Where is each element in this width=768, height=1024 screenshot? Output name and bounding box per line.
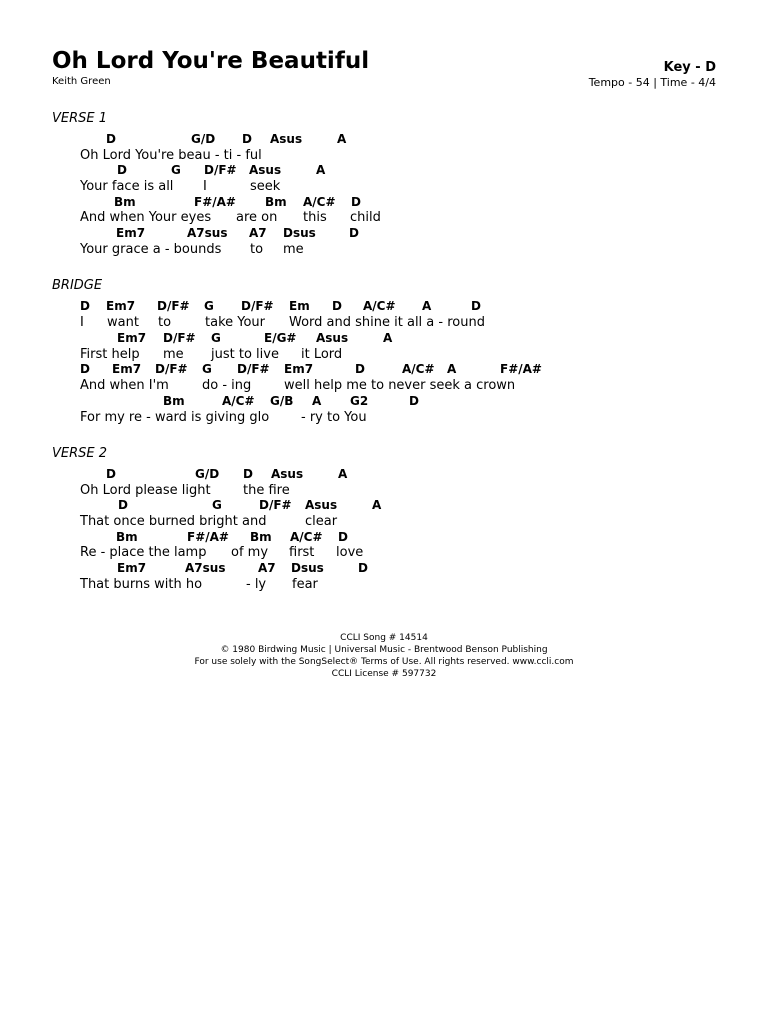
lyric-fragment: For my re - ward is giving glo — [80, 410, 270, 425]
chord: Em7 — [116, 226, 146, 240]
chord: Dsus — [291, 561, 324, 575]
chord: A — [422, 299, 432, 313]
lyric-line — [0, 483, 768, 499]
chord: A — [338, 467, 348, 481]
lyric-line — [0, 242, 768, 258]
lyric-fragment: the fire — [243, 483, 290, 498]
lyric-fragment: this — [303, 210, 327, 225]
chord: Em7 — [284, 362, 314, 376]
chord: D — [80, 299, 90, 313]
lyric-fragment: love — [336, 545, 364, 560]
chord: G2 — [350, 394, 369, 408]
lyric-fragment: That once burned bright and — [80, 514, 267, 529]
lyric-fragment: first — [289, 545, 315, 560]
lyric-fragment: well help me to never seek a crown — [284, 378, 516, 393]
lyric-fragment: child — [350, 210, 381, 225]
chord: D — [118, 498, 128, 512]
chord: A/C# — [402, 362, 435, 376]
chord-line — [0, 299, 768, 315]
chord-line — [0, 561, 768, 577]
footer-copyright: © 1980 Birdwing Music | Universal Music - Brentwood Benson Publishing — [220, 645, 548, 655]
tempo-time: Tempo - 54 | Time - 4/4 — [588, 76, 716, 89]
chord: D — [243, 467, 253, 481]
song-key: Key - D — [663, 60, 716, 75]
chord-line — [0, 195, 768, 211]
footer-license: CCLI License # 597732 — [331, 669, 437, 679]
chord: Asus — [305, 498, 338, 512]
lyric-fragment: take Your — [205, 315, 266, 330]
chord: Em7 — [106, 299, 136, 313]
chord: G/B — [270, 394, 294, 408]
lyric-line — [0, 378, 768, 394]
chord: A7sus — [187, 226, 228, 240]
chord: D/F# — [237, 362, 270, 376]
lyric-fragment: me — [283, 242, 304, 257]
chord: A/C# — [290, 530, 323, 544]
chord: Asus — [271, 467, 304, 481]
lyric-fragment: Word and shine it all a - round — [289, 315, 485, 330]
lyric-fragment: fear — [292, 577, 318, 592]
lyric-fragment: clear — [305, 514, 338, 529]
chord: G — [211, 331, 221, 345]
song-artist: Keith Green — [52, 76, 111, 87]
chord: Asus — [249, 163, 282, 177]
section-label-bridge: BRIDGE — [52, 278, 103, 293]
lyric-fragment: to — [158, 315, 172, 330]
lyric-fragment: just to live — [211, 347, 279, 362]
chord: D — [349, 226, 359, 240]
chord: Bm — [114, 195, 136, 209]
lyric-fragment: Oh Lord You're beau - ti - ful — [80, 148, 262, 163]
lyric-line — [0, 577, 768, 593]
lyric-fragment: Your grace a - bounds — [80, 242, 222, 257]
chord: Asus — [316, 331, 349, 345]
song-title: Oh Lord You're Beautiful — [52, 48, 370, 74]
chord: Bm — [116, 530, 138, 544]
chord: G — [202, 362, 212, 376]
lyric-line — [0, 179, 768, 195]
lyric-line — [0, 514, 768, 530]
chord: D/F# — [157, 299, 190, 313]
lyric-fragment: are on — [236, 210, 278, 225]
chord: A — [312, 394, 322, 408]
chord: Em7 — [117, 331, 147, 345]
chord: Dsus — [283, 226, 316, 240]
chord: D — [106, 467, 116, 481]
lyric-fragment: And when I'm — [80, 378, 169, 393]
chord: Asus — [270, 132, 303, 146]
chord: D — [355, 362, 365, 376]
chord: G — [212, 498, 222, 512]
chord: D — [358, 561, 368, 575]
lyric-fragment: Re - place the lamp — [80, 545, 207, 560]
chord: Em7 — [117, 561, 147, 575]
lyric-line — [0, 315, 768, 331]
chord-line — [0, 226, 768, 242]
lyric-fragment: me — [163, 347, 184, 362]
chord: A — [337, 132, 347, 146]
lyric-line — [0, 410, 768, 426]
chord: G/D — [195, 467, 220, 481]
lyric-line — [0, 148, 768, 164]
chord: D — [117, 163, 127, 177]
chord: Em7 — [112, 362, 142, 376]
section-label-verse-2: VERSE 2 — [52, 446, 108, 461]
chord: G/D — [191, 132, 216, 146]
lyric-line — [0, 545, 768, 561]
lyric-fragment: - ly — [246, 577, 267, 592]
chord: D — [80, 362, 90, 376]
chord: D — [332, 299, 342, 313]
chord: D — [338, 530, 348, 544]
lyric-fragment: it Lord — [301, 347, 343, 362]
chord: D — [106, 132, 116, 146]
chord: D/F# — [155, 362, 188, 376]
chord-line — [0, 467, 768, 483]
lyric-fragment: And when Your eyes — [80, 210, 212, 225]
lyric-fragment: seek — [250, 179, 281, 194]
chord: A/C# — [303, 195, 336, 209]
chord: Bm — [265, 195, 287, 209]
chord: A7 — [249, 226, 267, 240]
chord: D — [409, 394, 419, 408]
chord: D/F# — [259, 498, 292, 512]
chord: A7 — [258, 561, 276, 575]
chord: Bm — [163, 394, 185, 408]
chord: D — [242, 132, 252, 146]
lyric-line — [0, 210, 768, 226]
chord-line — [0, 163, 768, 179]
chord: F#/A# — [187, 530, 229, 544]
chord: G — [171, 163, 181, 177]
lyric-fragment: - ry to You — [301, 410, 367, 425]
lyric-fragment: want — [107, 315, 139, 330]
lyric-fragment: of my — [231, 545, 269, 560]
footer-terms: For use solely with the SongSelect® Terms of Use. All rights reserved. www.ccli.com — [194, 657, 574, 667]
chord: A7sus — [185, 561, 226, 575]
chord: A/C# — [222, 394, 255, 408]
chord: D — [471, 299, 481, 313]
lyric-fragment: First help — [80, 347, 140, 362]
chord: F#/A# — [194, 195, 236, 209]
lyric-fragment: That burns with ho — [80, 577, 203, 592]
lyric-fragment: Oh Lord please light — [80, 483, 211, 498]
chord: A — [447, 362, 457, 376]
chord-line — [0, 362, 768, 378]
lyric-fragment: do - ing — [202, 378, 252, 393]
chord: A/C# — [363, 299, 396, 313]
chord-line — [0, 394, 768, 410]
chord-line — [0, 530, 768, 546]
lyric-fragment: to — [250, 242, 264, 257]
lyric-fragment: I — [80, 315, 84, 330]
chord: D/F# — [241, 299, 274, 313]
chord: D/F# — [163, 331, 196, 345]
chord: A — [316, 163, 326, 177]
chord: A — [372, 498, 382, 512]
lyric-fragment: I — [203, 179, 207, 194]
chord: F#/A# — [500, 362, 542, 376]
chord-line — [0, 132, 768, 148]
chord-line — [0, 498, 768, 514]
chord: D/F# — [204, 163, 237, 177]
lyric-fragment: Your face is all — [80, 179, 174, 194]
section-label-verse-1: VERSE 1 — [52, 111, 108, 126]
chord: Em — [289, 299, 310, 313]
chord-line — [0, 331, 768, 347]
chord: E/G# — [264, 331, 297, 345]
chord: D — [351, 195, 361, 209]
lyric-line — [0, 347, 768, 363]
footer-song-number: CCLI Song # 14514 — [340, 633, 428, 643]
chord: A — [383, 331, 393, 345]
chord: G — [204, 299, 214, 313]
chord: Bm — [250, 530, 272, 544]
